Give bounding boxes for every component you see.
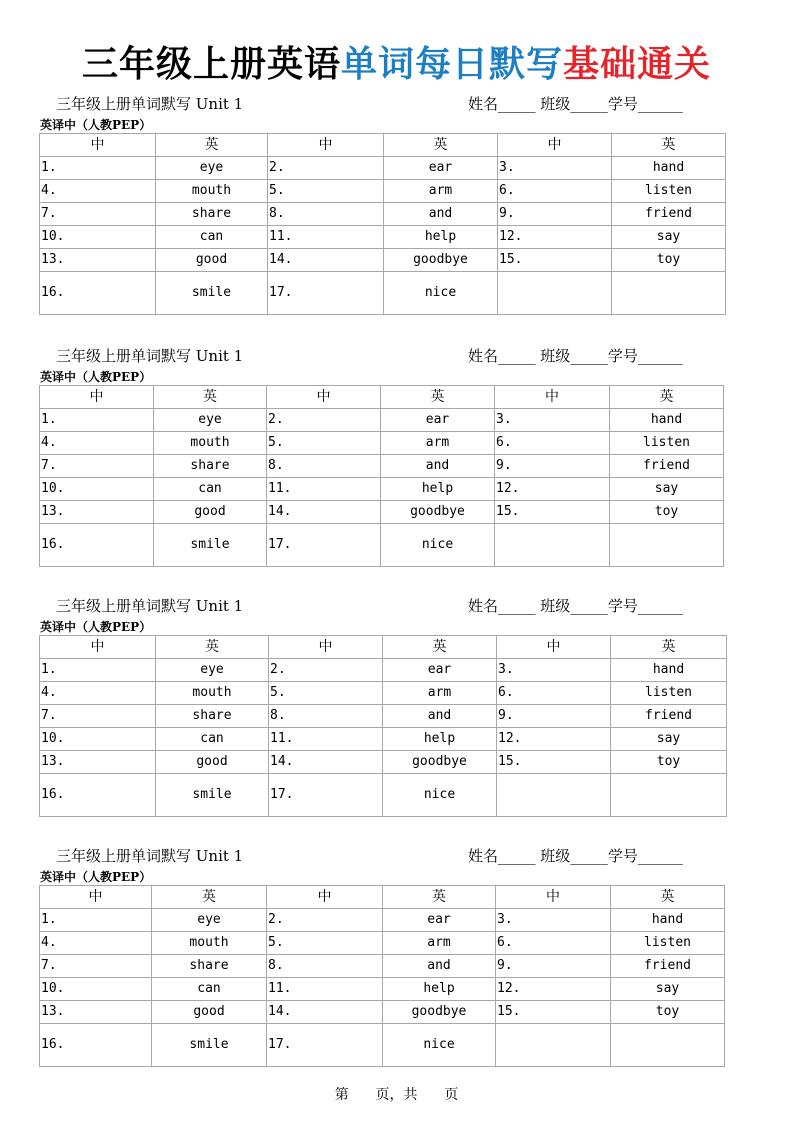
english-word-cell: smile: [154, 524, 267, 567]
table-row: [40, 909, 725, 932]
english-word-cell: arm: [383, 682, 497, 705]
table-row: [40, 226, 726, 249]
english-word-cell: can: [156, 226, 268, 249]
english-word-cell: good: [156, 751, 269, 774]
vocab-table: [39, 385, 724, 567]
answer-cell[interactable]: [495, 524, 610, 567]
answer-cell[interactable]: 11.: [267, 978, 383, 1001]
english-word-cell: can: [154, 478, 267, 501]
column-header-english: 英: [383, 636, 497, 659]
english-word-cell: ear: [383, 909, 496, 932]
english-word-cell: friend: [610, 455, 724, 478]
table-row: [40, 1001, 725, 1024]
answer-cell[interactable]: 2.: [269, 659, 383, 682]
column-header-chinese: 中: [267, 386, 381, 409]
english-word-cell: and: [381, 455, 495, 478]
answer-cell[interactable]: 14.: [267, 501, 381, 524]
footer-page-mid: 页，共: [375, 1087, 418, 1103]
answer-cell[interactable]: 16.: [40, 272, 156, 315]
answer-cell[interactable]: 1.: [40, 157, 156, 180]
answer-cell[interactable]: 15.: [498, 249, 612, 272]
table-row: [40, 203, 726, 226]
title-part-blue: 单词每日默写: [340, 43, 563, 85]
english-word-cell: can: [152, 978, 267, 1001]
answer-cell[interactable]: [496, 1024, 611, 1067]
answer-cell[interactable]: 15.: [496, 1001, 611, 1024]
column-header-english: 英: [152, 886, 267, 909]
answer-cell[interactable]: 5.: [269, 682, 383, 705]
answer-cell[interactable]: 9.: [498, 203, 612, 226]
id-blank[interactable]: ______: [637, 347, 683, 365]
answer-cell[interactable]: 9.: [496, 955, 611, 978]
english-word-cell: say: [611, 978, 725, 1001]
answer-cell[interactable]: 6.: [497, 682, 611, 705]
english-word-cell: help: [384, 226, 498, 249]
column-header-english: 英: [612, 134, 726, 157]
answer-cell[interactable]: 17.: [268, 272, 384, 315]
table-row: [40, 774, 727, 817]
answer-cell[interactable]: 9.: [495, 455, 610, 478]
english-word-cell: mouth: [156, 682, 269, 705]
column-header-english: 英: [611, 886, 725, 909]
column-header-chinese: 中: [267, 886, 383, 909]
id-blank[interactable]: ______: [637, 95, 683, 113]
english-word-cell: nice: [383, 774, 497, 817]
name-blank[interactable]: _____: [498, 847, 536, 865]
answer-cell[interactable]: 16.: [40, 1024, 152, 1067]
english-word-cell: ear: [384, 157, 498, 180]
english-word-cell: [611, 1024, 725, 1067]
english-word-cell: friend: [611, 955, 725, 978]
student-info: [468, 345, 683, 367]
id-blank[interactable]: ______: [637, 597, 683, 615]
name-blank[interactable]: _____: [498, 597, 536, 615]
answer-cell[interactable]: 13.: [40, 501, 154, 524]
name-label: 姓名: [468, 597, 499, 615]
answer-cell[interactable]: 11.: [268, 226, 384, 249]
answer-cell[interactable]: 8.: [267, 455, 381, 478]
table-row: [40, 272, 726, 315]
answer-cell[interactable]: 4.: [40, 432, 154, 455]
english-word-cell: hand: [612, 157, 726, 180]
class-blank[interactable]: _____: [570, 95, 608, 113]
english-word-cell: arm: [383, 932, 496, 955]
english-word-cell: friend: [612, 203, 726, 226]
english-word-cell: toy: [611, 1001, 725, 1024]
answer-cell[interactable]: [498, 272, 612, 315]
english-word-cell: listen: [611, 932, 725, 955]
sheet-heading: 三年级上册单词默写 Unit 1: [56, 347, 244, 365]
student-info: [468, 595, 683, 617]
column-header-chinese: 中: [496, 886, 611, 909]
answer-cell[interactable]: 3.: [498, 157, 612, 180]
answer-cell[interactable]: 10.: [40, 978, 152, 1001]
english-word-cell: good: [152, 1001, 267, 1024]
answer-cell[interactable]: 11.: [267, 478, 381, 501]
english-word-cell: mouth: [156, 180, 268, 203]
class-label: 班级: [540, 847, 571, 865]
answer-cell[interactable]: [497, 774, 611, 817]
class-blank[interactable]: _____: [570, 347, 608, 365]
answer-cell[interactable]: 3.: [497, 659, 611, 682]
answer-cell[interactable]: 7.: [40, 203, 156, 226]
column-header-english: 英: [156, 134, 268, 157]
column-header-chinese: 中: [268, 134, 384, 157]
english-word-cell: smile: [156, 774, 269, 817]
english-word-cell: arm: [381, 432, 495, 455]
english-word-cell: share: [156, 203, 268, 226]
page-footer: [0, 1086, 793, 1104]
column-header-chinese: 中: [498, 134, 612, 157]
id-blank[interactable]: ______: [637, 847, 683, 865]
footer-page-suffix: 页: [444, 1087, 459, 1103]
answer-cell[interactable]: 2.: [267, 409, 381, 432]
table-row: [40, 432, 724, 455]
column-header-english: 英: [610, 386, 724, 409]
answer-cell[interactable]: 12.: [498, 226, 612, 249]
student-info: [468, 845, 683, 867]
table-row: [40, 409, 724, 432]
answer-cell[interactable]: 8.: [267, 955, 383, 978]
table-row: [40, 659, 727, 682]
english-word-cell: say: [611, 728, 727, 751]
table-row: [40, 751, 727, 774]
english-word-cell: nice: [383, 1024, 496, 1067]
answer-cell[interactable]: 7.: [40, 455, 154, 478]
column-header-chinese: 中: [495, 386, 610, 409]
table-header-row: [40, 134, 726, 157]
english-word-cell: say: [612, 226, 726, 249]
english-word-cell: goodbye: [381, 501, 495, 524]
english-word-cell: smile: [156, 272, 268, 315]
table-row: [40, 705, 727, 728]
answer-cell[interactable]: 15.: [495, 501, 610, 524]
english-word-cell: mouth: [154, 432, 267, 455]
answer-cell[interactable]: 5.: [267, 432, 381, 455]
answer-cell[interactable]: 6.: [496, 932, 611, 955]
english-word-cell: ear: [383, 659, 497, 682]
vocab-table: [39, 885, 725, 1067]
english-word-cell: share: [152, 955, 267, 978]
answer-cell[interactable]: 7.: [40, 705, 156, 728]
class-blank[interactable]: _____: [570, 597, 608, 615]
column-header-chinese: 中: [497, 636, 611, 659]
english-word-cell: [612, 272, 726, 315]
english-word-cell: hand: [610, 409, 724, 432]
column-header-english: 英: [156, 636, 269, 659]
english-word-cell: share: [156, 705, 269, 728]
english-word-cell: friend: [611, 705, 727, 728]
column-header-english: 英: [381, 386, 495, 409]
answer-cell[interactable]: 16.: [40, 524, 154, 567]
answer-cell[interactable]: 15.: [497, 751, 611, 774]
table-row: [40, 501, 724, 524]
column-header-chinese: 中: [40, 386, 154, 409]
answer-cell[interactable]: 14.: [268, 249, 384, 272]
answer-cell[interactable]: 4.: [40, 180, 156, 203]
answer-cell[interactable]: 8.: [268, 203, 384, 226]
english-word-cell: good: [154, 501, 267, 524]
english-word-cell: help: [383, 978, 496, 1001]
answer-cell[interactable]: 14.: [269, 751, 383, 774]
answer-cell[interactable]: 3.: [495, 409, 610, 432]
answer-cell[interactable]: 12.: [495, 478, 610, 501]
answer-cell[interactable]: 1.: [40, 659, 156, 682]
english-word-cell: toy: [612, 249, 726, 272]
answer-cell[interactable]: 8.: [269, 705, 383, 728]
answer-cell[interactable]: 13.: [40, 751, 156, 774]
answer-cell[interactable]: 10.: [40, 478, 154, 501]
answer-cell[interactable]: 16.: [40, 774, 156, 817]
table-row: [40, 180, 726, 203]
answer-cell[interactable]: 3.: [496, 909, 611, 932]
english-word-cell: can: [156, 728, 269, 751]
english-word-cell: listen: [610, 432, 724, 455]
id-label: 学号: [607, 347, 638, 365]
english-word-cell: help: [383, 728, 497, 751]
column-header-english: 英: [383, 886, 496, 909]
name-label: 姓名: [468, 847, 499, 865]
answer-cell[interactable]: 13.: [40, 1001, 152, 1024]
english-word-cell: listen: [611, 682, 727, 705]
answer-cell[interactable]: 12.: [496, 978, 611, 1001]
answer-cell[interactable]: 4.: [40, 932, 152, 955]
column-header-english: 英: [154, 386, 267, 409]
column-header-english: 英: [384, 134, 498, 157]
answer-cell[interactable]: 4.: [40, 682, 156, 705]
class-blank[interactable]: _____: [570, 847, 608, 865]
english-word-cell: eye: [156, 157, 268, 180]
column-header-english: 英: [611, 636, 727, 659]
answer-cell[interactable]: 11.: [269, 728, 383, 751]
table-row: [40, 1024, 725, 1067]
sheet-heading: 三年级上册单词默写 Unit 1: [56, 847, 244, 865]
answer-cell[interactable]: 10.: [40, 728, 156, 751]
student-info: [468, 93, 683, 115]
table-row: [40, 455, 724, 478]
answer-cell[interactable]: 5.: [268, 180, 384, 203]
answer-cell[interactable]: 1.: [40, 409, 154, 432]
english-word-cell: and: [383, 955, 496, 978]
table-row: [40, 955, 725, 978]
column-header-chinese: 中: [269, 636, 383, 659]
title-part-black: 三年级上册英语: [81, 43, 341, 85]
english-word-cell: and: [384, 203, 498, 226]
column-header-chinese: 中: [40, 636, 156, 659]
answer-cell[interactable]: 6.: [495, 432, 610, 455]
english-word-cell: goodbye: [383, 751, 497, 774]
id-label: 学号: [607, 597, 638, 615]
table-header-row: [40, 636, 727, 659]
table-row: [40, 728, 727, 751]
answer-cell[interactable]: 7.: [40, 955, 152, 978]
vocab-table: [39, 133, 726, 315]
sheet-heading: 三年级上册单词默写 Unit 1: [56, 597, 244, 615]
answer-cell[interactable]: 12.: [497, 728, 611, 751]
answer-cell[interactable]: 5.: [267, 932, 383, 955]
table-header-row: [40, 386, 724, 409]
sheet-subtitle: 英译中（人教PEP）: [40, 118, 152, 132]
answer-cell[interactable]: 10.: [40, 226, 156, 249]
id-label: 学号: [607, 847, 638, 865]
column-header-chinese: 中: [40, 886, 152, 909]
english-word-cell: mouth: [152, 932, 267, 955]
english-word-cell: eye: [156, 659, 269, 682]
english-word-cell: arm: [384, 180, 498, 203]
english-word-cell: eye: [152, 909, 267, 932]
english-word-cell: nice: [381, 524, 495, 567]
english-word-cell: say: [610, 478, 724, 501]
english-word-cell: ear: [381, 409, 495, 432]
english-word-cell: toy: [610, 501, 724, 524]
table-row: [40, 978, 725, 1001]
answer-cell[interactable]: 1.: [40, 909, 152, 932]
sheet-subtitle: 英译中（人教PEP）: [40, 870, 152, 884]
english-word-cell: listen: [612, 180, 726, 203]
english-word-cell: toy: [611, 751, 727, 774]
english-word-cell: smile: [152, 1024, 267, 1067]
answer-cell[interactable]: 13.: [40, 249, 156, 272]
answer-cell[interactable]: 17.: [267, 1024, 383, 1067]
sheet-heading: 三年级上册单词默写 Unit 1: [56, 95, 244, 113]
page-title: [0, 40, 793, 88]
name-label: 姓名: [468, 95, 499, 113]
column-header-chinese: 中: [40, 134, 156, 157]
answer-cell[interactable]: 17.: [267, 524, 381, 567]
answer-cell[interactable]: 6.: [498, 180, 612, 203]
table-row: [40, 932, 725, 955]
english-word-cell: share: [154, 455, 267, 478]
english-word-cell: help: [381, 478, 495, 501]
english-word-cell: goodbye: [383, 1001, 496, 1024]
english-word-cell: hand: [611, 659, 727, 682]
table-row: [40, 157, 726, 180]
sheet-subtitle: 英译中（人教PEP）: [40, 620, 152, 634]
title-part-red: 基础通关: [563, 43, 712, 85]
class-label: 班级: [540, 95, 571, 113]
name-blank[interactable]: _____: [498, 347, 536, 365]
vocab-table: [39, 635, 727, 817]
english-word-cell: good: [156, 249, 268, 272]
table-row: [40, 478, 724, 501]
table-row: [40, 249, 726, 272]
answer-cell[interactable]: 2.: [268, 157, 384, 180]
class-label: 班级: [540, 597, 571, 615]
english-word-cell: [611, 774, 727, 817]
answer-cell[interactable]: 17.: [269, 774, 383, 817]
table-row: [40, 524, 724, 567]
english-word-cell: hand: [611, 909, 725, 932]
english-word-cell: eye: [154, 409, 267, 432]
name-label: 姓名: [468, 347, 499, 365]
table-header-row: [40, 886, 725, 909]
english-word-cell: nice: [384, 272, 498, 315]
sheet-subtitle: 英译中（人教PEP）: [40, 370, 152, 384]
name-blank[interactable]: _____: [498, 95, 536, 113]
english-word-cell: and: [383, 705, 497, 728]
answer-cell[interactable]: 9.: [497, 705, 611, 728]
table-row: [40, 682, 727, 705]
class-label: 班级: [540, 347, 571, 365]
english-word-cell: goodbye: [384, 249, 498, 272]
answer-cell[interactable]: 14.: [267, 1001, 383, 1024]
english-word-cell: [610, 524, 724, 567]
answer-cell[interactable]: 2.: [267, 909, 383, 932]
id-label: 学号: [607, 95, 638, 113]
footer-page-prefix: 第: [334, 1087, 349, 1103]
